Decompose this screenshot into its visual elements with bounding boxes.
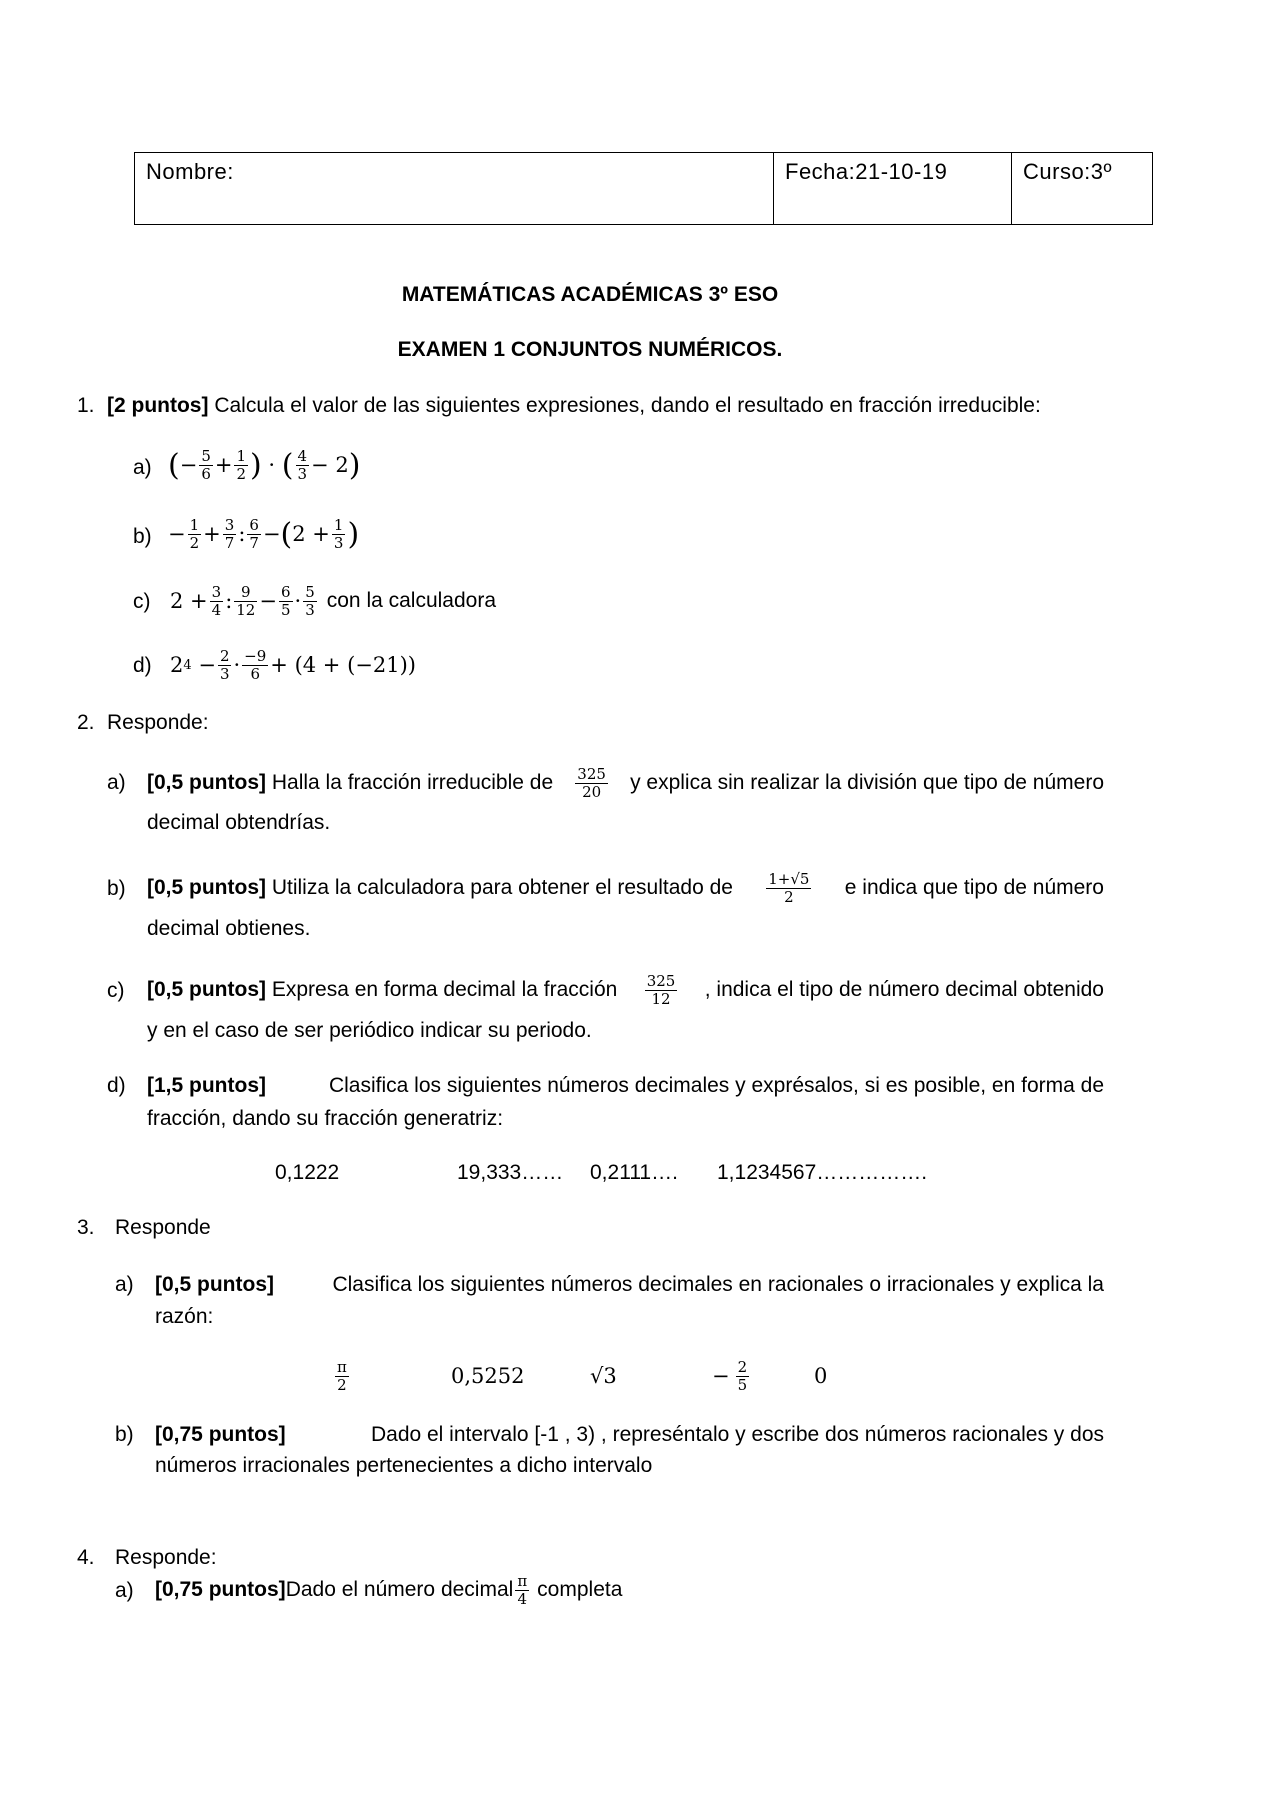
q1-text: Calcula el valor de las siguientes expresiones, dando el resultado en fracción irreducible: (214, 394, 1041, 417)
q2b-frac-num: 1+√5 (768, 869, 810, 888)
q2-number-1: 0,1222 (275, 1161, 340, 1184)
q2a-text1: Halla la fracción irreducible de (271, 771, 554, 794)
q4-title: Responde: (115, 1546, 217, 1569)
q2b-text1: Utiliza la calculadora para obtener el resultado de (271, 876, 733, 899)
q1-points: [2 puntos] (107, 394, 209, 417)
q3b-letter: b) (115, 1423, 134, 1446)
q2b-text3: decimal obtienes. (147, 917, 311, 940)
date-cell (773, 153, 1011, 224)
q2b-text2: e indica que tipo de número (844, 876, 1104, 899)
q2c-text3: y en el caso de ser periódico indicar su periodo. (147, 1019, 592, 1042)
q4-number: 4. (77, 1546, 95, 1569)
q3b-points: [0,75 puntos] (155, 1423, 286, 1446)
q2c-frac-den: 12 (651, 989, 671, 1008)
q3a-letter: a) (115, 1273, 134, 1296)
q2c-line1 (147, 967, 1104, 1013)
q2d-letter: d) (107, 1074, 126, 1097)
q4a-line1 (155, 1567, 622, 1613)
q2b-fraction (766, 871, 811, 906)
q2d-points: [1,5 puntos] (147, 1074, 266, 1097)
exam-subject-title: MATEMÁTICAS ACADÉMICAS 3º ESO (401, 283, 779, 306)
q1d-letter: d) (133, 654, 152, 677)
q3a-text1: Clasifica los siguientes números decimales en racionales o irracionales y explica la (332, 1273, 1104, 1296)
date-label: Fecha:21-10-19 (785, 159, 948, 184)
q2a-frac-num: 325 (577, 764, 606, 783)
q4a-frac-num: π (517, 1571, 528, 1590)
q3-value-neg-fraction (712, 1353, 751, 1399)
q2b-frac-den: 2 (784, 887, 794, 906)
q3-value-zero: 0 (814, 1364, 828, 1388)
header-table (134, 152, 1153, 225)
q3-title: Responde (115, 1216, 211, 1239)
name-label: Nombre: (146, 159, 234, 184)
q2b-letter: b) (107, 877, 126, 900)
q2a-text2: y explica sin realizar la división que tipo de número (630, 771, 1104, 794)
q2-number-3: 0,2111…. (590, 1161, 678, 1184)
q3b-text2: números irracionales pertenecientes a dicho intervalo (155, 1454, 653, 1477)
q1c-suffix: con la calculadora (326, 589, 497, 612)
q2c-letter: c) (107, 979, 125, 1002)
q2c-text1: Expresa en forma decimal la fracción (271, 978, 618, 1001)
q2c-text2: , indica el tipo de número decimal obtenido (704, 978, 1104, 1001)
exam-title: EXAMEN 1 CONJUNTOS NUMÉRICOS. (397, 338, 783, 361)
q3-value-decimal: 0,5252 (451, 1364, 525, 1388)
q3-value-pi-over-2 (333, 1353, 351, 1399)
q3-neg-num: 2 (737, 1357, 748, 1376)
q2b-line1 (147, 865, 1104, 911)
q3a-points: [0,5 puntos] (155, 1273, 274, 1296)
q3-neg-den: 5 (737, 1375, 748, 1394)
q3-number: 3. (77, 1216, 95, 1239)
q2a-frac-den: 20 (582, 782, 602, 801)
q3a-text2: razón: (155, 1305, 214, 1328)
q1a-letter: a) (133, 456, 152, 479)
q1b-expression: − $\frac{1}{2}$ + $\frac{3}{7}$ : $\frac{6}{7}$ − ( 2 + $\frac{1}{3}$ ) (168, 515, 360, 552)
q3-pi-num: π (337, 1357, 347, 1376)
q2c-points: [0,5 puntos] (147, 978, 266, 1001)
q1d-expression: 2 4 − $\frac{2}{3}$ · $\frac{-9}{6}$ + (4 + (−21)) (170, 646, 416, 683)
q2d-text2: fracción, dando su fracción generatriz: (147, 1107, 504, 1130)
q3-pi-den: 2 (337, 1375, 347, 1394)
q1b-letter: b) (133, 525, 152, 548)
q1a-expression: ( − $\frac{5}{6}$ + $\frac{1}{2}$ ) · ( $\frac{4}{3}$ − 2 ) (168, 446, 361, 483)
q2a-text3: decimal obtendrías. (147, 811, 331, 834)
course-label: Curso:3º (1023, 159, 1113, 184)
q2c-frac-num: 325 (646, 971, 676, 990)
q1c-letter: c) (133, 590, 151, 613)
q2-number-2: 19,333…… (457, 1161, 564, 1184)
q4a-fraction (515, 1573, 529, 1608)
q2d-line1 (147, 1073, 1104, 1099)
q2a-points: [0,5 puntos] (147, 771, 266, 794)
q4a-text1: Dado el número decimal (285, 1578, 514, 1601)
course-cell (1011, 153, 1152, 224)
q4a-letter: a) (115, 1579, 134, 1602)
q2b-points: [0,5 puntos] (147, 876, 266, 899)
q2a-line1 (147, 760, 1104, 806)
q2-title: Responde: (107, 711, 209, 734)
q1c-expression: 2 + $\frac{3}{4}$ : $\frac{9}{12}$ − $\frac{6}{5}$ · $\frac{5}{3}$ con la calculadora (170, 582, 497, 619)
q2c-fraction (645, 973, 678, 1008)
q2d-text1: Clasifica los siguientes números decimales y exprésalos, si es posible, en forma de (328, 1074, 1104, 1097)
q2a-fraction (575, 766, 608, 801)
q3b-text1: Dado el intervalo [-1 , 3) , represéntalo y escribe dos números racionales y dos (370, 1423, 1104, 1446)
q3-neg-sign: − (712, 1364, 730, 1388)
q4a-frac-den: 4 (517, 1589, 528, 1608)
q2a-letter: a) (107, 771, 126, 794)
q3b-line1 (155, 1422, 1104, 1448)
q3-value-sqrt3: √3 (590, 1364, 617, 1388)
q4a-text2: completa (537, 1578, 623, 1601)
q4a-points: [0,75 puntos] (155, 1578, 286, 1601)
q1-statement (107, 393, 1041, 419)
q2-number: 2. (77, 711, 95, 734)
q1-number: 1. (77, 394, 95, 417)
name-cell (135, 153, 773, 224)
q2-number-4: 1,1234567……………. (717, 1161, 928, 1184)
q3a-line1 (155, 1272, 1104, 1298)
